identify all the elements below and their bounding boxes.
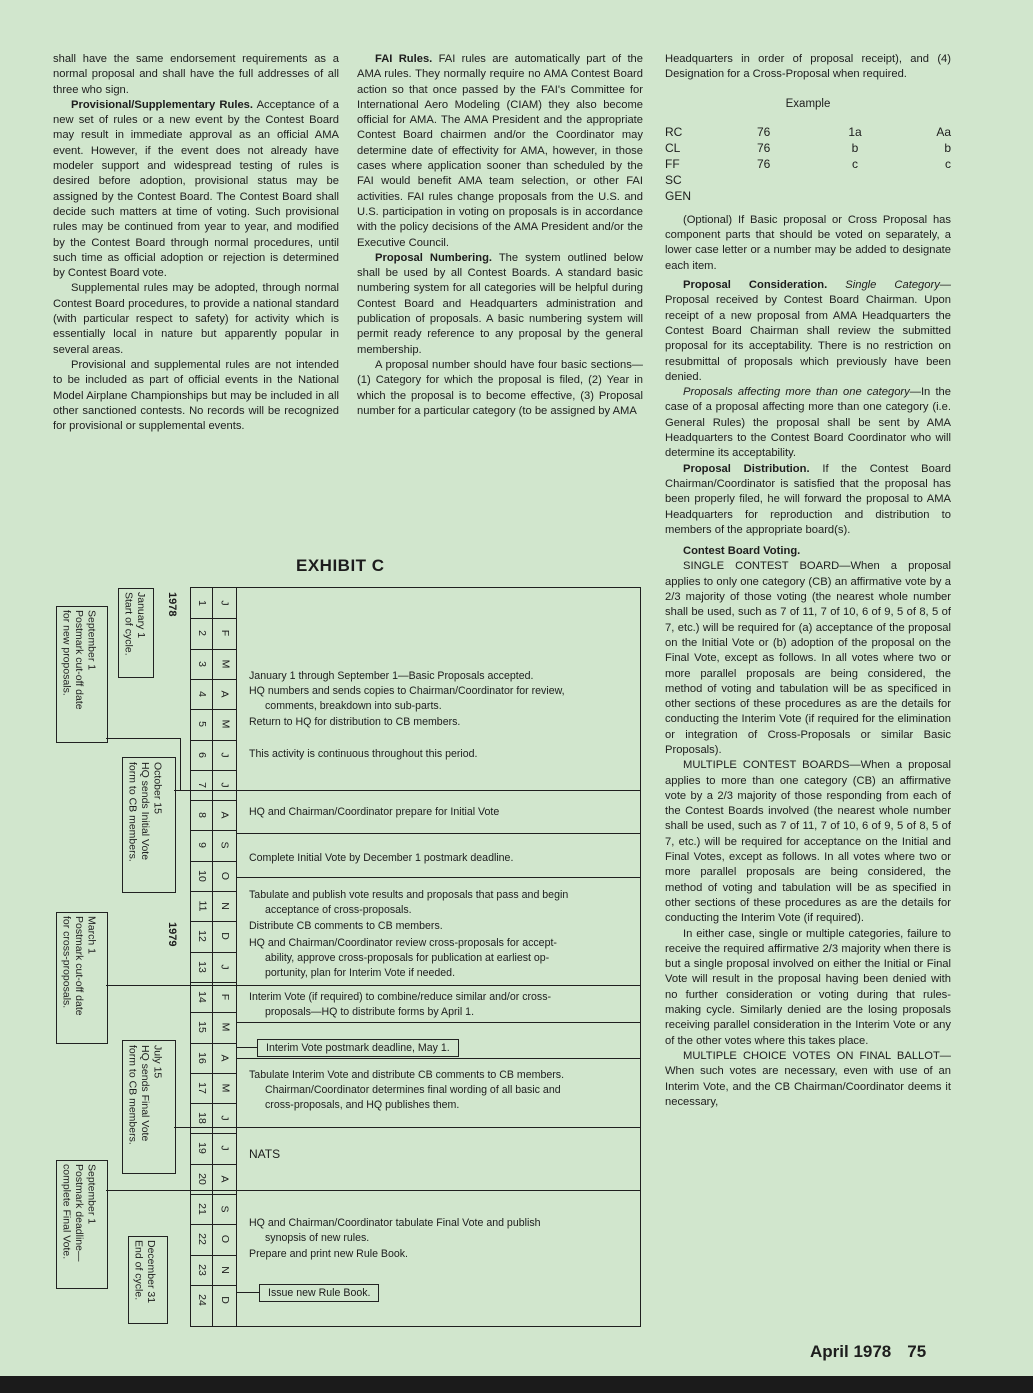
month-number-text: 8 [196, 812, 208, 819]
activity-text: HQ and Chairman/Coordinator review cross-proposals for accept- [249, 937, 557, 949]
month-divider [190, 1073, 237, 1074]
example-cell: 1a [848, 124, 862, 139]
paragraph: SINGLE CONTEST BOARD—When a proposal applies to only one category (CB) an affirmative vote by a 2/3 majority of those voting (the nearest whole number shall be used, such as 7 of 11, 7 of 10, 6 of 9, 5 of 8, 5 of 7, etc.) will be required for (a) acceptance of the proposal on the Initial Vote or (b) adoption of the proposal on the Final Vote, except as follows. In all votes where two or more parallel proposals are being considered, the method of voting and tabulation will be as specificed in other sections of these procedures as are the details for conducting the Interim Vote (if required for the elimination or integration of Cross-Proposals or similar Basic Proposals). [665, 560, 951, 756]
activity-text: synopsis of new rules. [265, 1232, 370, 1244]
activity-box: Issue new Rule Book. [259, 1284, 379, 1302]
month-letter-text: J [219, 1115, 231, 1121]
example-cell: 76 [757, 156, 771, 171]
month-letter [215, 955, 235, 979]
activity-text: portunity, plan for Interim Vote if needed. [265, 967, 456, 979]
example-cell: b [851, 140, 859, 155]
month-divider [190, 1224, 237, 1225]
activity-text: NATS [249, 1147, 281, 1161]
month-number-text: 10 [196, 869, 208, 882]
month-letter [215, 743, 235, 767]
month-letter-text: F [218, 630, 231, 637]
example-cell: CL [665, 140, 681, 155]
month-letter [215, 591, 235, 615]
month-letter [215, 894, 235, 918]
activity-text: HQ and Chairman/Coordinator prepare for Initial Vote [249, 806, 500, 818]
month-number [192, 621, 212, 645]
paragraph-text: —In the case of a proposal affecting more than one category (i.e. General Rules) the proposal shall be sent by AMA Headquarters to the Contest Board Coordinator who will determine its acceptability. [665, 386, 951, 460]
activity-text: Distribute CB comments to CB members. [249, 920, 443, 932]
month-letter-text: D [219, 932, 231, 941]
month-letter [215, 985, 235, 1009]
connector [174, 1127, 641, 1128]
section-heading: Proposal Numbering. [375, 251, 493, 264]
month-divider [190, 740, 237, 741]
month-divider [190, 649, 237, 650]
paragraph-text: Acceptance of a new set of rules or a new event by the Contest Board may result in immediate approval as an official AMA event. However, if the event does not already have modeler support and widespread testing of rules is desired before adoption, provisional status may be assigned by the Contest Board. The Contest Board shall decide such matters at time of voting. Such provisional rules may be continued from year to year, and modified by the Contest Board through normal procedures, until such time as official adoption or rejection is determined by Contest Board vote. [53, 98, 339, 280]
row-divider [236, 1022, 641, 1023]
activity-text: Return to HQ for distribution to CB members. [249, 716, 461, 728]
row-divider [236, 833, 641, 834]
paragraph: MULTIPLE CONTEST BOARDS—When a proposal applies to more than one category (CB) an affirmative vote by a 2/3 majority of those responding from each of the Contest Boards involved (the nearest whole number shall be used, such as 7 of 11, 7 of 10, 6 of 9, 5 of 8, 5 of 7, etc.) will be required for acceptance on the Initial and Final Votes, except as follows. In all votes where two or more parallel proposals are being considered, the method of voting and tabulation will be as specified in other sections of these procedures as are the details for conducting the Interim Vote (if required). [665, 759, 951, 925]
month-number-text: 21 [196, 1203, 208, 1215]
month-letter [215, 712, 235, 736]
month-number [192, 591, 212, 615]
month-number [192, 1258, 212, 1282]
year-label-1979: 1979 [166, 922, 178, 947]
month-letter [215, 803, 235, 827]
month-letter-text: A [218, 690, 231, 698]
month-letter [215, 833, 235, 857]
month-number [192, 652, 212, 676]
month-number [192, 743, 212, 767]
row-divider [236, 877, 641, 878]
frame-bottom [190, 1326, 641, 1327]
month-letter-text: S [218, 841, 231, 849]
activity-text: cross-proposals, and HQ publishes them. [265, 1099, 460, 1111]
paragraph: Headquarters in order of proposal receipt), and (4) Designation for a Cross-Proposal when required. [665, 53, 951, 81]
month-divider [190, 1164, 237, 1165]
paragraph: (Optional) If Basic proposal or Cross Proposal has component parts that should be voted on separately, a lower case letter or a number may be added to designate each item. [665, 213, 951, 272]
month-letter-text: O [218, 871, 231, 880]
month-number-text: 13 [196, 960, 208, 973]
month-divider [190, 982, 237, 983]
example-cell: Aa [936, 124, 951, 139]
milestone-sep1: September 1 Postmark cut-off date for new proposals. [60, 610, 98, 710]
month-number [192, 1046, 212, 1070]
month-number-text: 6 [196, 751, 208, 758]
activity-text: Complete Initial Vote by December 1 postmark deadline. [249, 852, 514, 864]
month-num-divider [212, 587, 213, 1327]
connector [106, 1190, 641, 1191]
month-number [192, 864, 212, 888]
connector [106, 738, 180, 739]
month-letter [215, 864, 235, 888]
month-divider [190, 1012, 237, 1013]
month-number [192, 1197, 212, 1221]
month-divider [190, 1103, 237, 1104]
month-number [192, 1015, 212, 1039]
month-number [192, 924, 212, 948]
example-cell: GEN [665, 188, 692, 203]
activity-text: Chairman/Coordinator determines final wording of all basic and [265, 1084, 561, 1096]
month-letter-text: M [219, 1022, 231, 1032]
month-number-text: 15 [196, 1021, 208, 1034]
month-letter-text: A [218, 811, 231, 819]
month-number [192, 1227, 212, 1251]
month-number [192, 833, 212, 857]
month-letter-text: J [219, 782, 231, 788]
month-letter-text: S [218, 1205, 231, 1213]
month-number [192, 955, 212, 979]
milestone-jan1: January 1 Start of cycle. [122, 592, 147, 656]
activity-text: Tabulate and publish vote results and proposals that pass and begin [249, 889, 569, 901]
month-divider [190, 861, 237, 862]
activity-text: comments, breakdown into sub-parts. [265, 700, 442, 712]
month-divider [190, 952, 237, 953]
month-letter [215, 924, 235, 948]
month-letter-text: M [219, 1083, 231, 1093]
row-divider [236, 1058, 641, 1059]
month-letter-text: N [219, 902, 231, 910]
month-number [192, 1136, 212, 1160]
month-letter [215, 1197, 235, 1221]
section-heading: FAI Rules. [375, 53, 433, 65]
month-letter [215, 773, 235, 797]
connector [106, 985, 641, 986]
activity-text: This activity is continuous throughout this period. [249, 748, 478, 760]
example-cell: RC [665, 124, 683, 139]
milestone-jul15: July 15 HQ sends Final Vote form to CB members. [126, 1045, 164, 1145]
month-letter [215, 621, 235, 645]
paragraph: Supplemental rules may be adopted, through normal Contest Board procedures, to provide a national standard (with particular respect to safety) for activity which is essentially local in nature but apparently popular in several areas. [53, 282, 339, 356]
month-number [192, 803, 212, 827]
month-letter-text: F [218, 993, 231, 1001]
scan-edge [0, 1376, 1033, 1393]
month-letter [215, 682, 235, 706]
month-number [192, 1076, 212, 1100]
month-number-text: 19 [196, 1142, 208, 1155]
example-title: Example [785, 97, 831, 110]
month-letter [215, 1076, 235, 1100]
month-divider [190, 709, 237, 710]
activity-text: proposals—HQ to distribute forms by April 1. [265, 1006, 475, 1018]
frame-right [640, 587, 641, 1327]
month-number-text: 11 [196, 900, 208, 912]
month-letter [215, 1227, 235, 1251]
month-number [192, 985, 212, 1009]
activity-text: HQ numbers and sends copies to Chairman/Coordinator for review, [249, 685, 565, 697]
paragraph: In either case, single or multiple categories, failure to receive the required affirmative 2/3 majority when there is but a single proposal involved on either the Initial or Final Vote will result in the proposal having been denied with no further consideration or voting during that rules-making cycle. Similarly denied are the losing proposals receiving parallel consideration in the Interim Vote or any of the other votes where this takes place. [665, 927, 951, 1047]
example-cell: c [945, 156, 951, 171]
connector [180, 738, 181, 790]
month-letter-text: A [218, 1175, 231, 1183]
month-number [192, 1106, 212, 1130]
activity-text: ability, approve cross-proposals for publication at earliest op- [265, 952, 550, 964]
month-number [192, 712, 212, 736]
example-cell: c [852, 156, 858, 171]
month-letter-text: D [219, 1296, 231, 1304]
month-letter-text: J [219, 1145, 231, 1152]
month-letter [215, 1258, 235, 1282]
milestone-dec31: December 31 End of cycle. [132, 1240, 157, 1304]
connector [174, 790, 641, 791]
page-number: 75 [907, 1342, 927, 1361]
month-letter-divider [236, 587, 237, 1327]
paragraph-text: FAI rules are automatically part of the AMA rules. They normally require no AMA Contest Board action so that once passed by the FAI's Committee for International Aero Modeling (CIAM) they also become official for AMA. The AMA President and the appropriate Contest Board chairmen and/or the Coordinator may determine date of effectivity for AMA, however, in those cases where application sooner than scheduled by the FAI would benefit AMA team selection, or other FAI activities. FAI rules change proposals from the U.S. and U.S. participation in voting on proposals is in accordance with the policy decisions of the AMA President and/or the Executive Council. [357, 53, 643, 249]
month-letter [215, 1136, 235, 1160]
month-letter-text: J [219, 751, 231, 758]
month-letter [215, 1288, 235, 1312]
month-number-text: 16 [196, 1051, 208, 1064]
month-number-text: 18 [196, 1112, 208, 1124]
month-letter [215, 1106, 235, 1130]
paragraph: Provisional and supplemental rules are not intended to be included as part of official events in the National Model Airplane Championships but may be included in all other sanctioned contests. No records will be recognized for provisional or supplemental events. [53, 358, 339, 433]
example-cell: FF [665, 156, 680, 171]
month-number [192, 1288, 212, 1312]
month-letter-text: N [219, 1265, 231, 1274]
month-divider [190, 679, 237, 680]
month-number-text: 24 [196, 1294, 208, 1306]
frame-top [190, 587, 641, 588]
example-cell: 76 [757, 124, 771, 139]
month-number-text: 9 [196, 842, 208, 849]
month-number-text: 2 [196, 630, 208, 637]
paragraph: A proposal number should have four basic sections—(1) Category for which the proposal is filed, (2) Year in which the proposal is to become effective, (3) Proposal number for a particular category (to be assigned by AMA [357, 358, 643, 417]
month-letter-text: M [219, 659, 231, 668]
milestone-mar1: March 1 Postmark cut-off date for cross-proposals. [60, 916, 98, 1016]
example-cell: SC [665, 172, 682, 187]
activity-box: Interim Vote postmark deadline, May 1. [257, 1039, 459, 1057]
month-divider [190, 830, 237, 831]
example-cell: 76 [757, 140, 771, 155]
italic-heading: Single Category— [827, 279, 951, 292]
month-number-text: 4 [196, 690, 208, 697]
month-number-text: 20 [196, 1172, 208, 1185]
year-label-1978: 1978 [166, 592, 178, 617]
month-letter-text: M [219, 719, 231, 729]
month-number-text: 23 [196, 1263, 208, 1276]
month-number [192, 682, 212, 706]
month-number-text: 5 [196, 721, 208, 728]
exhibit-title: EXHIBIT C [296, 556, 385, 575]
paragraph-text: Proposal received by Contest Board Chairman. Upon receipt of a new proposal from AMA Headquarters the Contest Board Chairman shall review the submitted proposal for its acceptability. There is no restriction on resubmittal of proposals which previously have been denied. [665, 294, 951, 383]
month-letter [215, 1167, 235, 1191]
example-cell: b [944, 140, 951, 155]
connector [236, 1047, 257, 1048]
activity-text: Tabulate Interim Vote and distribute CB comments to CB members. [249, 1069, 565, 1081]
section-heading: Contest Board Voting. [683, 545, 801, 558]
section-heading: Provisional/Supplementary Rules. [71, 98, 254, 111]
month-letter-text: O [218, 1235, 231, 1244]
issue-date: April 1978 [810, 1342, 892, 1361]
activity-text: HQ and Chairman/Coordinator tabulate Final Vote and publish [249, 1217, 541, 1229]
month-number-text: 3 [196, 660, 208, 667]
month-number-text: 22 [196, 1233, 208, 1246]
month-divider [190, 770, 237, 771]
page-footer [810, 1342, 926, 1362]
month-letter [215, 1046, 235, 1070]
month-divider [190, 1133, 237, 1134]
month-divider [190, 1255, 237, 1256]
milestone-sep1-final: September 1 Postmark deadline— complete Final Vote. [60, 1164, 98, 1262]
month-divider [190, 921, 237, 922]
month-number-text: 17 [196, 1081, 208, 1094]
month-divider [190, 1285, 237, 1286]
activity-text: acceptance of cross-proposals. [265, 904, 412, 916]
month-number-text: 7 [196, 781, 208, 788]
month-letter-text: A [218, 1053, 231, 1062]
month-number-text: 1 [196, 600, 208, 606]
italic-heading: Proposals affecting more than one category [683, 386, 910, 399]
month-divider [190, 1194, 237, 1195]
activity-text: Interim Vote (if required) to combine/reduce similar and/or cross- [249, 991, 552, 1003]
paragraph-text: If the Contest Board Chairman/Coordinator is satisfied that the proposal has been properly filed, he will forward the proposal to AMA Headquarters for reproduction and distribution to members of the appropriate board(s). [665, 462, 951, 536]
activity-text: January 1 through September 1—Basic Proposals accepted. [249, 670, 534, 682]
month-number [192, 894, 212, 918]
month-letter-text: J [219, 600, 231, 606]
month-number-text: 14 [196, 991, 208, 1003]
paragraph: shall have the same endorsement requirements as a normal proposal and shall have the full addresses of all three who sign. [53, 53, 339, 96]
milestone-oct15: October 15 HQ sends Initial Vote form to CB members. [126, 762, 164, 862]
month-letter [215, 652, 235, 676]
month-letter-text: J [219, 963, 231, 970]
paragraph-text: The system outlined below shall be used by all Contest Boards. A standard basic numbering system for all categories will be helpful during Contest Board and Headquarters administration and publication of proposals. A basic numbering system will permit ready reference to any proposal by the general membership. [357, 251, 644, 356]
month-divider [190, 891, 237, 892]
month-letter [215, 1015, 235, 1039]
section-heading: Proposal Distribution. [683, 462, 810, 475]
month-number-text: 12 [196, 930, 208, 943]
month-divider [190, 800, 237, 801]
paragraph: MULTIPLE CHOICE VOTES ON FINAL BALLOT—When such votes are necessary, even with use of an Interim Vote, and the CB Chairman/Coordinator deems it necessary, [665, 1049, 951, 1108]
month-number [192, 773, 212, 797]
month-number [192, 1167, 212, 1191]
activity-text: Prepare and print new Rule Book. [249, 1248, 408, 1260]
month-divider [190, 1043, 237, 1044]
connector [236, 1292, 259, 1293]
section-heading: Proposal Consideration. [683, 279, 828, 292]
month-divider [190, 618, 237, 619]
